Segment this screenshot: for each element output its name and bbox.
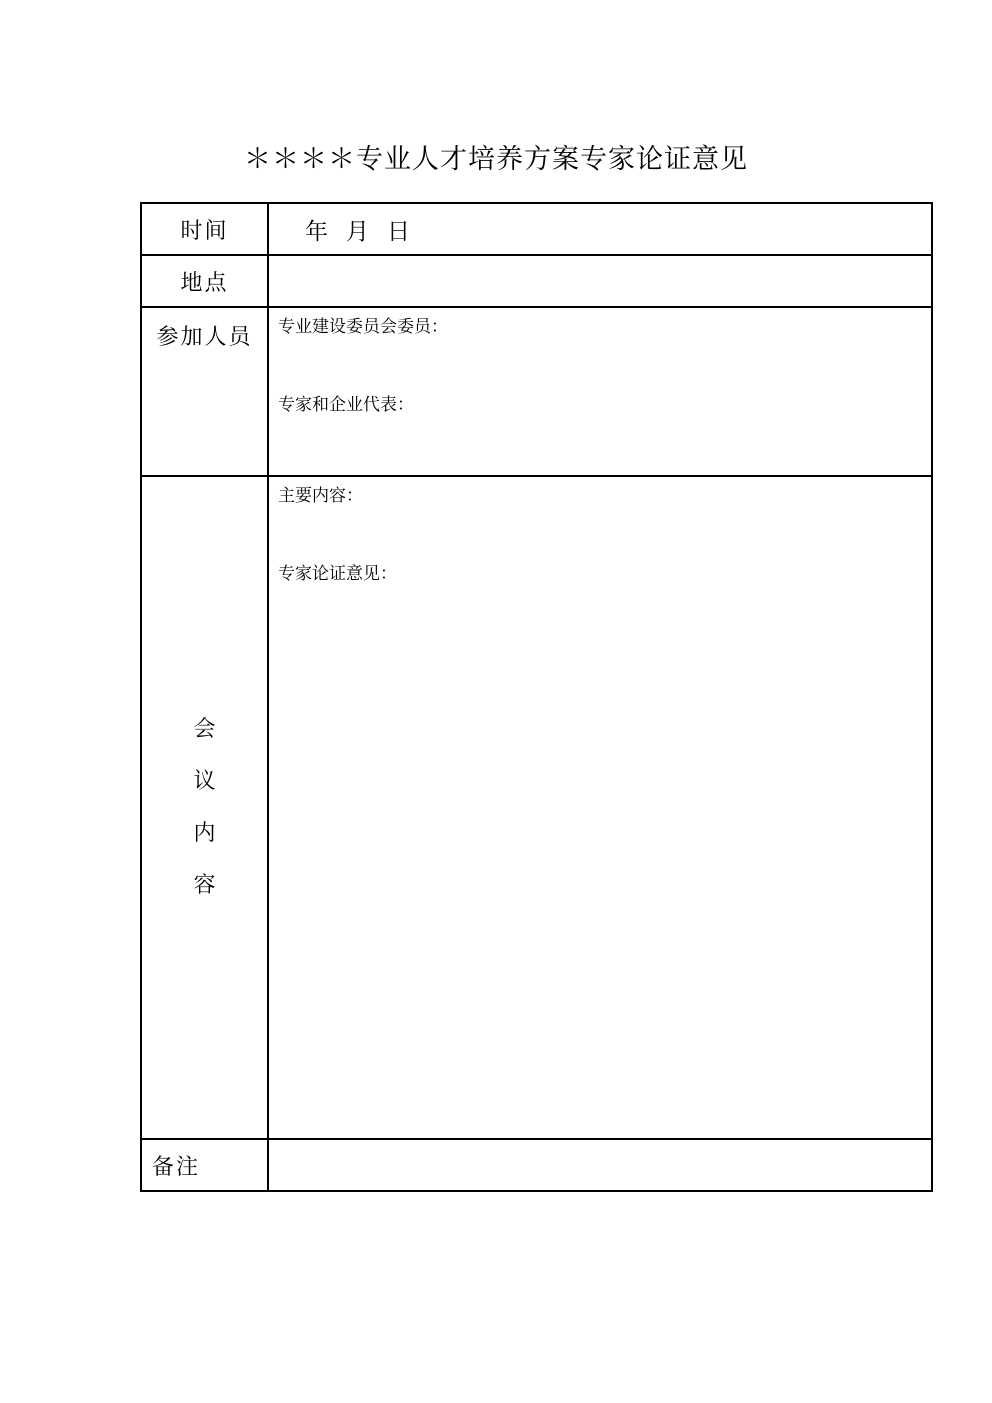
meeting-value-cell[interactable] — [268, 476, 932, 1139]
time-label-cell — [141, 203, 268, 255]
place-label: 地点 — [180, 270, 229, 296]
meeting-label-char: 容 — [193, 872, 216, 898]
notes-value[interactable] — [269, 1140, 931, 1190]
participants-label-cell — [141, 307, 268, 476]
notes-label-cell — [141, 1139, 268, 1191]
place-row — [141, 255, 932, 307]
date-month-label: 月 — [346, 218, 369, 245]
meeting-label-char: 内 — [193, 820, 216, 846]
evaluation-form-table — [140, 202, 933, 1192]
date-year-label: 年 — [305, 218, 328, 245]
participants-label: 参加人员 — [156, 325, 253, 350]
time-label: 时间 — [180, 218, 229, 244]
date-day-label: 日 — [387, 218, 410, 245]
place-value-cell[interactable] — [268, 255, 932, 307]
committee-members-prompt: 专业建设委员会委员： — [278, 317, 448, 337]
notes-row — [141, 1139, 932, 1191]
notes-value-cell[interactable] — [268, 1139, 932, 1191]
main-content-prompt: 主要内容： — [278, 486, 363, 506]
meeting-label-char: 会 — [193, 716, 216, 742]
meeting-label-cell — [141, 476, 268, 1139]
notes-label: 备注 — [152, 1154, 201, 1180]
participants-row — [141, 307, 932, 476]
date-field[interactable] — [269, 204, 931, 254]
place-label-cell — [141, 255, 268, 307]
expert-opinion-prompt: 专家论证意见： — [278, 564, 397, 584]
meeting-label-char: 议 — [193, 768, 216, 794]
meeting-content-row — [141, 476, 932, 1139]
participants-value-cell[interactable] — [268, 307, 932, 476]
experts-prompt: 专家和企业代表： — [278, 395, 414, 415]
time-row — [141, 203, 932, 255]
document-title: ＊＊＊＊专业人才培养方案专家论证意见 — [244, 144, 748, 175]
time-value-cell[interactable] — [268, 203, 932, 255]
meeting-content-label — [142, 477, 267, 1138]
place-value[interactable] — [269, 256, 931, 306]
